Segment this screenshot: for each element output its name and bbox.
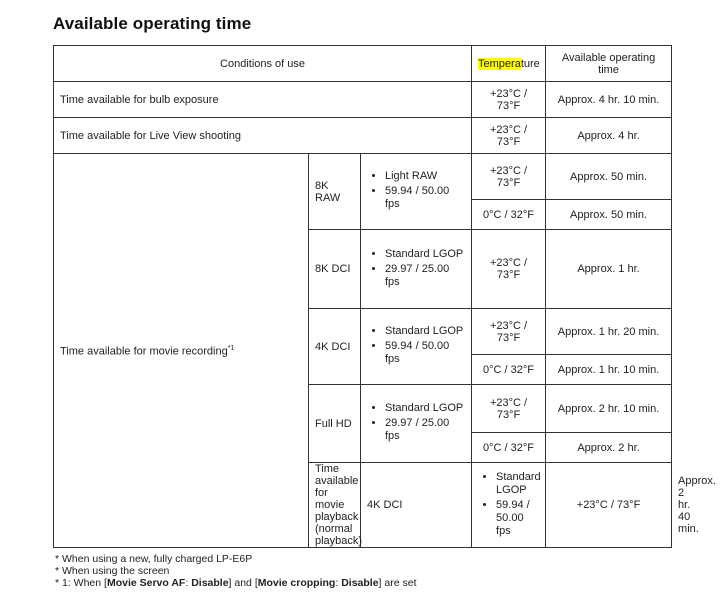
spec-cell [361, 230, 472, 309]
time-cell: Approx. 4 hr. [546, 118, 672, 154]
page-title: Available operating time [53, 14, 252, 33]
movie-recording-label: Time available for movie recording$^{*1}$ [54, 154, 309, 548]
temperature-cell: +23°C / 73°F [472, 154, 546, 200]
footnote: * When using the screen [55, 565, 170, 577]
temperature-cell: 0°C / 32°F [472, 355, 546, 385]
time-cell: Approx. 4 hr. 10 min. [546, 82, 672, 118]
spec-item: • 59.94 / 50.00 fps [385, 185, 465, 211]
row-label: Time available for Live View shooting [54, 118, 472, 154]
spec-cell [361, 309, 472, 385]
spec-item: • 29.97 / 25.00 fps [385, 263, 465, 289]
footnotes [55, 553, 416, 589]
spec-item: • Standard LGOP [385, 248, 465, 261]
time-cell: Approx. 50 min. [546, 154, 672, 200]
temperature-cell: 0°C / 32°F [472, 433, 546, 463]
time-cell: Approx. 2 hr. [546, 433, 672, 463]
header-conditions: Conditions of use [54, 46, 472, 82]
operating-time-table [53, 45, 716, 548]
search-highlight: Tempera [478, 57, 521, 70]
temperature-cell: +23°C / 73°F [472, 230, 546, 309]
row-label: Time available for movie playback (normal playback) [309, 463, 361, 548]
spec-cell [361, 154, 472, 230]
temperature-cell: +23°C / 73°F [472, 309, 546, 355]
spec-item: • 59.94 / 50.00 fps [385, 340, 465, 366]
footnote: * When using a new, fully charged LP-E6P [55, 553, 253, 565]
time-cell: Approx. 50 min. [546, 200, 672, 230]
table-row-8k-raw-warm [54, 154, 672, 200]
table-row-liveview [54, 118, 672, 154]
time-cell: Approx. 2 hr. 10 min. [546, 385, 672, 433]
spec-item: • Standard LGOP [496, 471, 539, 497]
time-cell: Approx. 1 hr. 10 min. [546, 355, 672, 385]
format-cell: Full HD [309, 385, 361, 463]
table-row-bulb [54, 82, 672, 118]
time-cell: Approx. 1 hr. 20 min. [546, 309, 672, 355]
format-cell: 8K DCI [309, 230, 361, 309]
header-temperature: Temperature [472, 46, 546, 82]
format-cell: 8K RAW [309, 154, 361, 230]
spec-item: • Light RAW [385, 170, 465, 183]
format-cell: 4K DCI [361, 463, 472, 548]
temperature-cell: +23°C / 73°F [472, 118, 546, 154]
temperature-cell: +23°C / 73°F [472, 82, 546, 118]
format-cell: 4K DCI [309, 309, 361, 385]
spec-cell [361, 385, 472, 463]
spec-item: • 29.97 / 25.00 fps [385, 417, 465, 443]
table-row-playback: Time available for movie playback (normal playback) 4K DCI • Standard LGOP • 59.94 / 50.00 fps +23°C / 73°F Approx. 2 hr. 40 min. [54, 463, 672, 548]
footnote: * 1: When [Movie Servo AF: Disable] and [Movie cropping: Disable] are set [55, 577, 417, 589]
spec-item: • Standard LGOP [385, 402, 465, 415]
spec-cell [472, 463, 546, 548]
spec-item: • 59.94 / 50.00 fps [496, 499, 539, 538]
time-cell: Approx. 1 hr. [546, 230, 672, 309]
table-header-row [54, 46, 672, 82]
row-label: Time available for bulb exposure [54, 82, 472, 118]
header-available-time: Available operating time [546, 46, 672, 82]
temperature-cell: 0°C / 32°F [472, 200, 546, 230]
temperature-cell: +23°C / 73°F [546, 463, 672, 548]
temperature-cell: +23°C / 73°F [472, 385, 546, 433]
spec-item: • Standard LGOP [385, 325, 465, 338]
